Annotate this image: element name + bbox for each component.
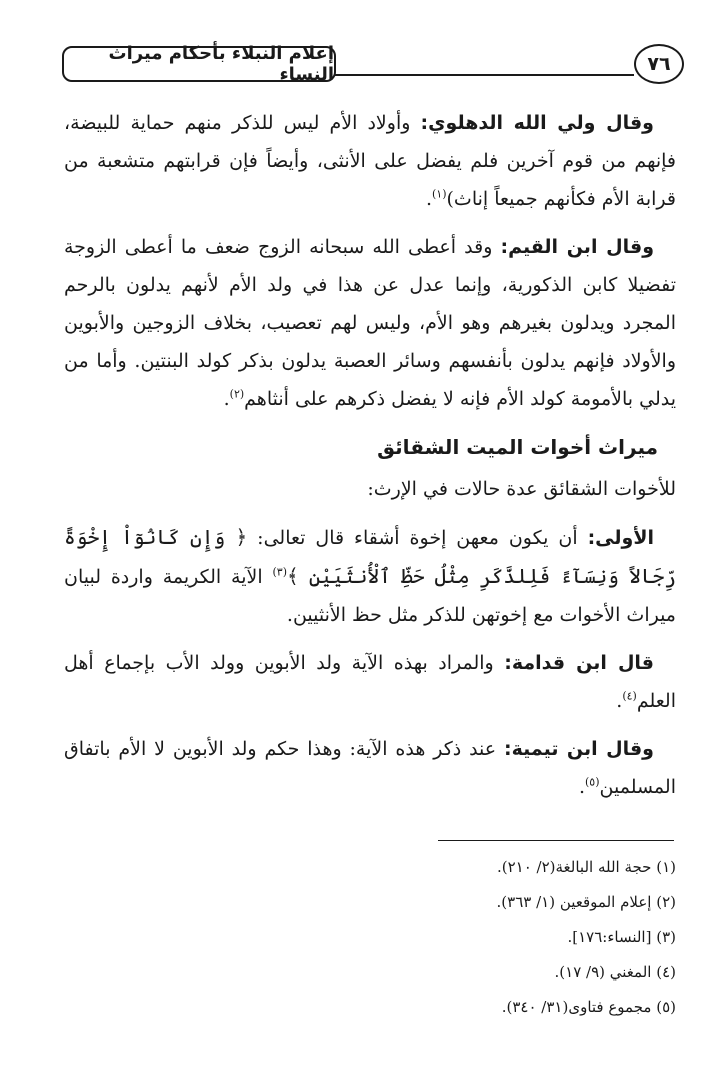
- speaker-dehlawi: وقال ولي الله الدهلوي:: [420, 112, 654, 134]
- section-heading: ميراث أخوات الميت الشقائق: [377, 435, 658, 459]
- footnote-ref-2[interactable]: (٢): [229, 387, 245, 401]
- first-case-text: أن يكون معهن إخوة أشقاء قال تعالى:: [247, 527, 588, 549]
- footnote-ref-3[interactable]: (٣): [272, 565, 287, 579]
- quran-verse: ﴿ وَإِن كَانُوٓاْ إِخْوَةً رِّجَالاً وَنِسَآءً فَلِلذَّكَرِ مِثْلُ حَظِّ ٱلْأُنثَيَيْنِ ﴾: [64, 525, 676, 588]
- footnote-1: (١) حجة الله البالغة(٢/ ٢١٠).: [496, 858, 676, 876]
- punct: .: [425, 188, 432, 210]
- paragraph-ibn-taymiyya: [64, 730, 676, 806]
- quote-ibn-qayyim: وقد أعطى الله سبحانه الزوج ضعف ما أعطى الزوجة تفضيلا كابن الذكورية، وإنما عدل عن هذا في ولد الأم لأنهم يدلون بالرحم المجرد ويدلون بغيرهم وهو الأم، وليس لهم تعصيب، بخلاف الزوجين والأبوين والأولاد فإنهم يدلون بأنفسهم وسائر العصبة يدلون بذكر كولد البنتين. وأما من يدلي بالأمومة كولد الأم فإنه لا يفضل ذكرهم على أنثاهم: [64, 236, 676, 410]
- page-body: [64, 104, 676, 816]
- book-title: إعلام النبلاء بأحكام ميراث النساء: [62, 46, 336, 82]
- punct: .: [578, 776, 585, 798]
- paragraph-ibn-qudama: [64, 644, 676, 720]
- footnotes: [56, 850, 676, 1025]
- header-rule: [334, 74, 634, 76]
- footnote-2: (٢) إعلام الموقعين (١/ ٣٦٣).: [496, 893, 676, 911]
- paragraph-first-case: [64, 518, 676, 634]
- quote-ibn-taymiyya: عند ذكر هذه الآية: وهذا حكم ولد الأبوين لا الأم باتفاق المسلمين: [64, 738, 676, 798]
- speaker-ibn-qudama: قال ابن قدامة:: [504, 652, 654, 674]
- section-intro: للأخوات الشقائق عدة حالات في الإرث:: [367, 478, 676, 500]
- footnote-ref-5[interactable]: (٥): [585, 775, 600, 789]
- paragraph-dehlawi: [64, 104, 676, 218]
- punct: .: [616, 690, 623, 712]
- speaker-ibn-qayyim: وقال ابن القيم:: [500, 236, 654, 258]
- footnote-ref-1[interactable]: (١): [432, 187, 447, 201]
- punct: .: [223, 388, 230, 410]
- case-label-first: الأولى:: [587, 527, 654, 549]
- quote-dehlawi: وأولاد الأم ليس للذكر منهم حماية للبيضة، فإنهم من قوم آخرين فلم يفضل على الأنثى، وأيضاً فإن قرابتهم متشعبة من قرابة الأم فكأنهم جميعاً إناث): [64, 112, 676, 210]
- quote-ibn-qudama: والمراد بهذه الآية ولد الأبوين وولد الأب بإجماع أهل العلم: [64, 652, 676, 712]
- footnote-4: (٤) المغني (٩/ ١٧).: [554, 963, 676, 981]
- paragraph-ibn-qayyim: [64, 228, 676, 418]
- footnote-ref-4[interactable]: (٤): [622, 689, 637, 703]
- footnote-3: (٣) [النساء:١٧٦].: [567, 928, 676, 946]
- page-header: [62, 44, 684, 88]
- first-case-text-2: الآية الكريمة واردة لبيان ميراث الأخوات مع إخوتهن للذكر مثل حظ الأنثيين.: [64, 566, 676, 626]
- speaker-ibn-taymiyya: وقال ابن تيمية:: [503, 738, 654, 760]
- page-number: ٧٦: [634, 44, 684, 84]
- footnote-5: (٥) مجموع فتاوى(٣١/ ٣٤٠).: [501, 998, 676, 1016]
- footnote-separator: [438, 840, 674, 841]
